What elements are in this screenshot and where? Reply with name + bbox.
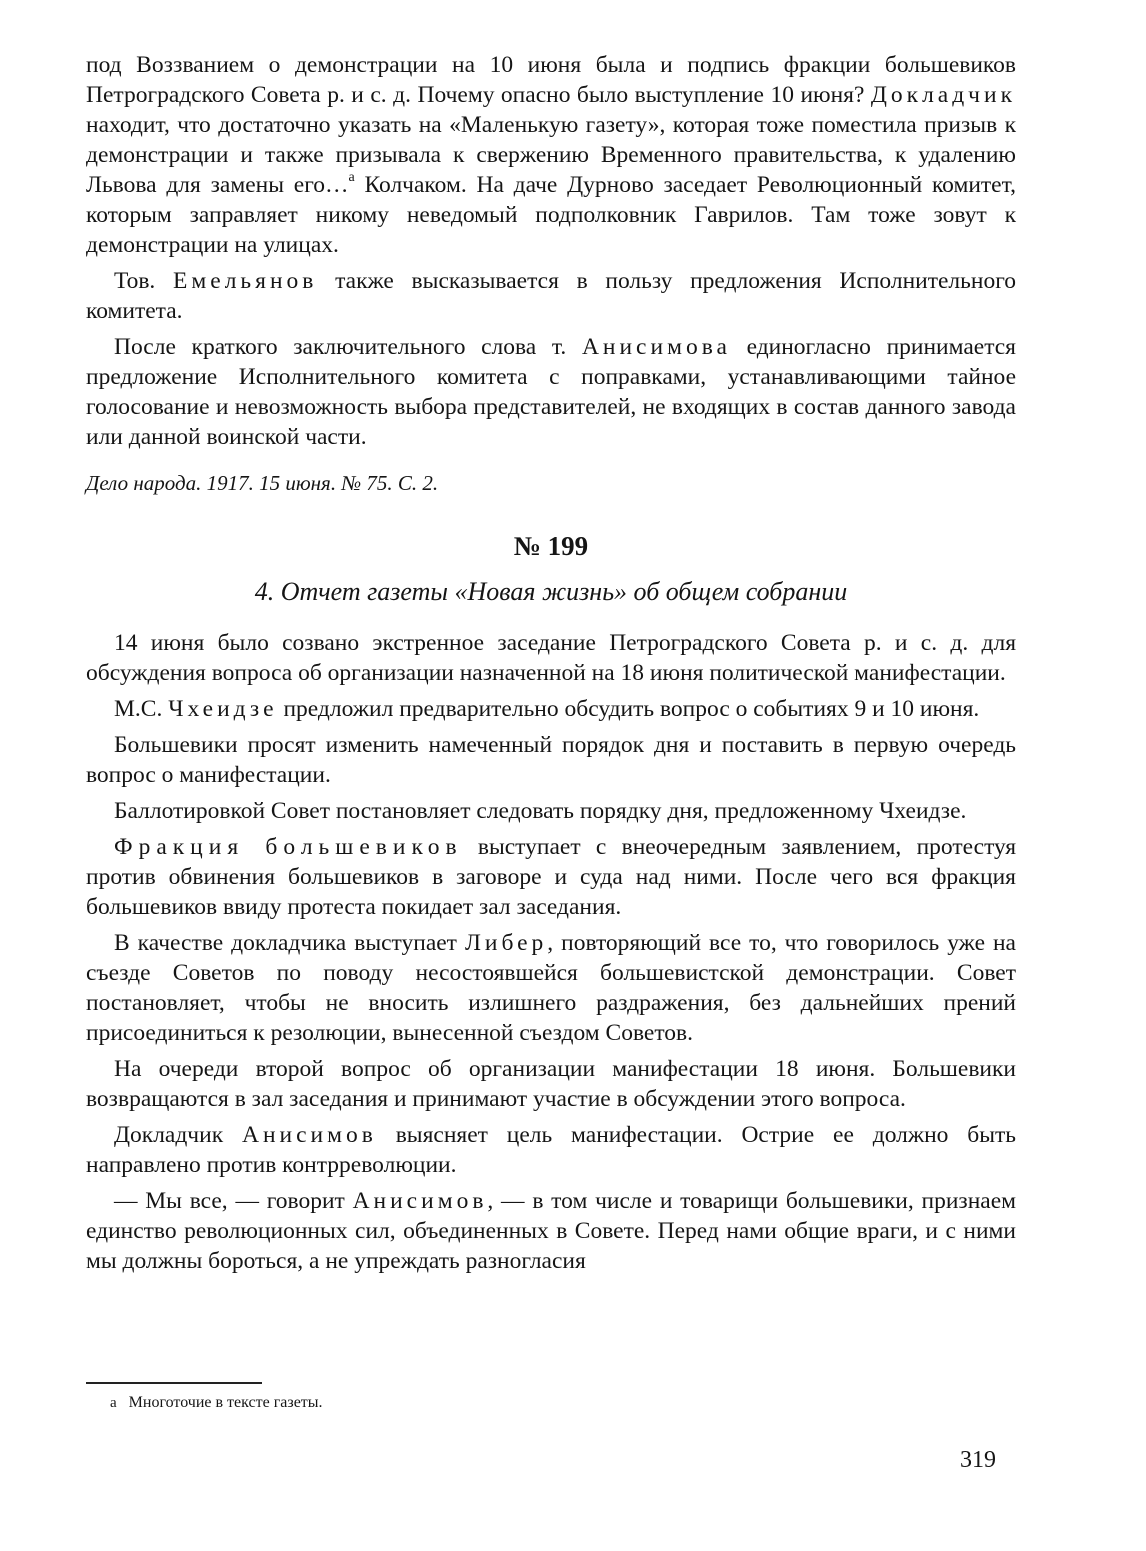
body-text: М.С. — [114, 696, 169, 722]
intro-text: под Воззванием о демонстрации на 10 июня была и подпись фракции большевиков Петроградского Совета р. и с. д. Почему опасно было выступление 10 июня? — [86, 52, 1016, 108]
document-title: 4. Отчет газеты «Новая жизнь» об общем собрании — [254, 577, 848, 606]
intro-text: Тов. — [114, 268, 174, 294]
body-paragraph — [86, 628, 1016, 688]
page-number: 319 — [960, 1447, 996, 1473]
body-text: Баллотировкой Совет постановляет следовать порядку дня, предложенному Чхеидзе. — [114, 798, 967, 824]
body-text: , — в том числе и товарищи большевики, признаем единство революционных сил, объединенных в Совете. Перед нами общие враги, и с ними мы должны бороться, а не упреждать разногласия — [86, 1188, 1016, 1274]
body-paragraph — [86, 796, 1016, 826]
speaker-name: Фракция большевиков — [114, 834, 463, 860]
body-text: В качестве докладчика выступает — [114, 930, 465, 956]
body-paragraph — [86, 832, 1016, 922]
document-number: № 199 — [513, 531, 589, 561]
body-text: 14 июня было созвано экстренное заседание Петроградского Совета р. и с. д. для обсуждения вопроса об организации назначенной на 18 июня политической манифестации. — [86, 630, 1016, 686]
footnote-divider — [86, 1382, 262, 1384]
speaker-name: Чхеидзе — [168, 696, 278, 722]
speaker-name: Либер — [464, 930, 548, 956]
intro-text: находит, что достаточно указать на «Маленькую газету», которая тоже поместила призыв к демонстрации и также призывала к свержению Временного правительства, к удалению Львова для замены его… — [86, 112, 1016, 198]
body-text: предложил предварительно обсудить вопрос о событиях 9 и 10 июня. — [277, 696, 980, 722]
footnote — [110, 1392, 323, 1414]
speaker-name: Емельянов — [173, 268, 318, 294]
body-paragraph — [86, 1120, 1016, 1180]
intro-text: единогласно принимается предложение Исполнительного комитета с поправками, устанавливающими тайное голосование и невозможность выбора представителей, не входящих в состав данного завода или данной воинской части. — [86, 334, 1016, 450]
body-text: На очереди второй вопрос об организации манифестации 18 июня. Большевики возвращаются в зал заседания и принимают участие в обсуждении этого вопроса. — [86, 1056, 1016, 1112]
source-citation: Дело народа. 1917. 15 июня. № 75. С. 2. — [86, 471, 439, 495]
speaker-name: Анисимова — [581, 334, 731, 360]
body-paragraph — [86, 928, 1016, 1048]
intro-paragraph-1 — [86, 50, 1016, 260]
page-text-block — [86, 50, 1016, 1276]
body-text: — Мы все, — говорит — [114, 1188, 353, 1214]
speaker-name: Анисимов — [352, 1188, 488, 1214]
body-text: Докладчик — [114, 1122, 242, 1148]
footnote-mark: а — [110, 1395, 117, 1411]
body-paragraph — [86, 730, 1016, 790]
intro-text: также высказывается в пользу предложения Исполнительного комитета. — [86, 268, 1016, 324]
speaker-name: Докладчик — [870, 82, 1016, 108]
intro-text: После краткого заключительного слова т. — [114, 334, 582, 360]
intro-paragraph-3 — [86, 332, 1016, 452]
footnote-reference: а — [348, 169, 355, 185]
body-paragraph — [86, 1186, 1016, 1276]
body-text: Большевики просят изменить намеченный порядок дня и поставить в первую очередь вопрос о манифестации. — [86, 732, 1016, 788]
body-text: выясняет цель манифестации. Острие ее должно быть направлено против контрреволюции. — [86, 1122, 1017, 1178]
body-text: , повторяющий все то, что говорилось уже на съезде Советов по поводу несостоявшейся большевистской демонстрации. Совет постановляет, чтобы не вносить излишнего раздражения, без дальнейших прений присоединиться к резолюции, вынесенной съездом Советов. — [86, 930, 1016, 1046]
intro-paragraph-2 — [86, 266, 1016, 326]
body-text: выступает с внеочередным заявлением, протестуя против обвинения большевиков в заговоре и суда над ними. После чего вся фракция большевиков ввиду протеста покидает зал заседания. — [86, 834, 1017, 920]
footnote-text: Многоточие в тексте газеты. — [128, 1394, 323, 1411]
speaker-name: Анисимов — [241, 1122, 377, 1148]
body-paragraph — [86, 694, 1016, 724]
body-paragraph — [86, 1054, 1016, 1114]
intro-text: Колчаком. На даче Дурново заседает Революционный комитет, которым заправляет никому неведомый подполковник Гаврилов. Там тоже зовут к демонстрации на улицах. — [86, 172, 1016, 258]
